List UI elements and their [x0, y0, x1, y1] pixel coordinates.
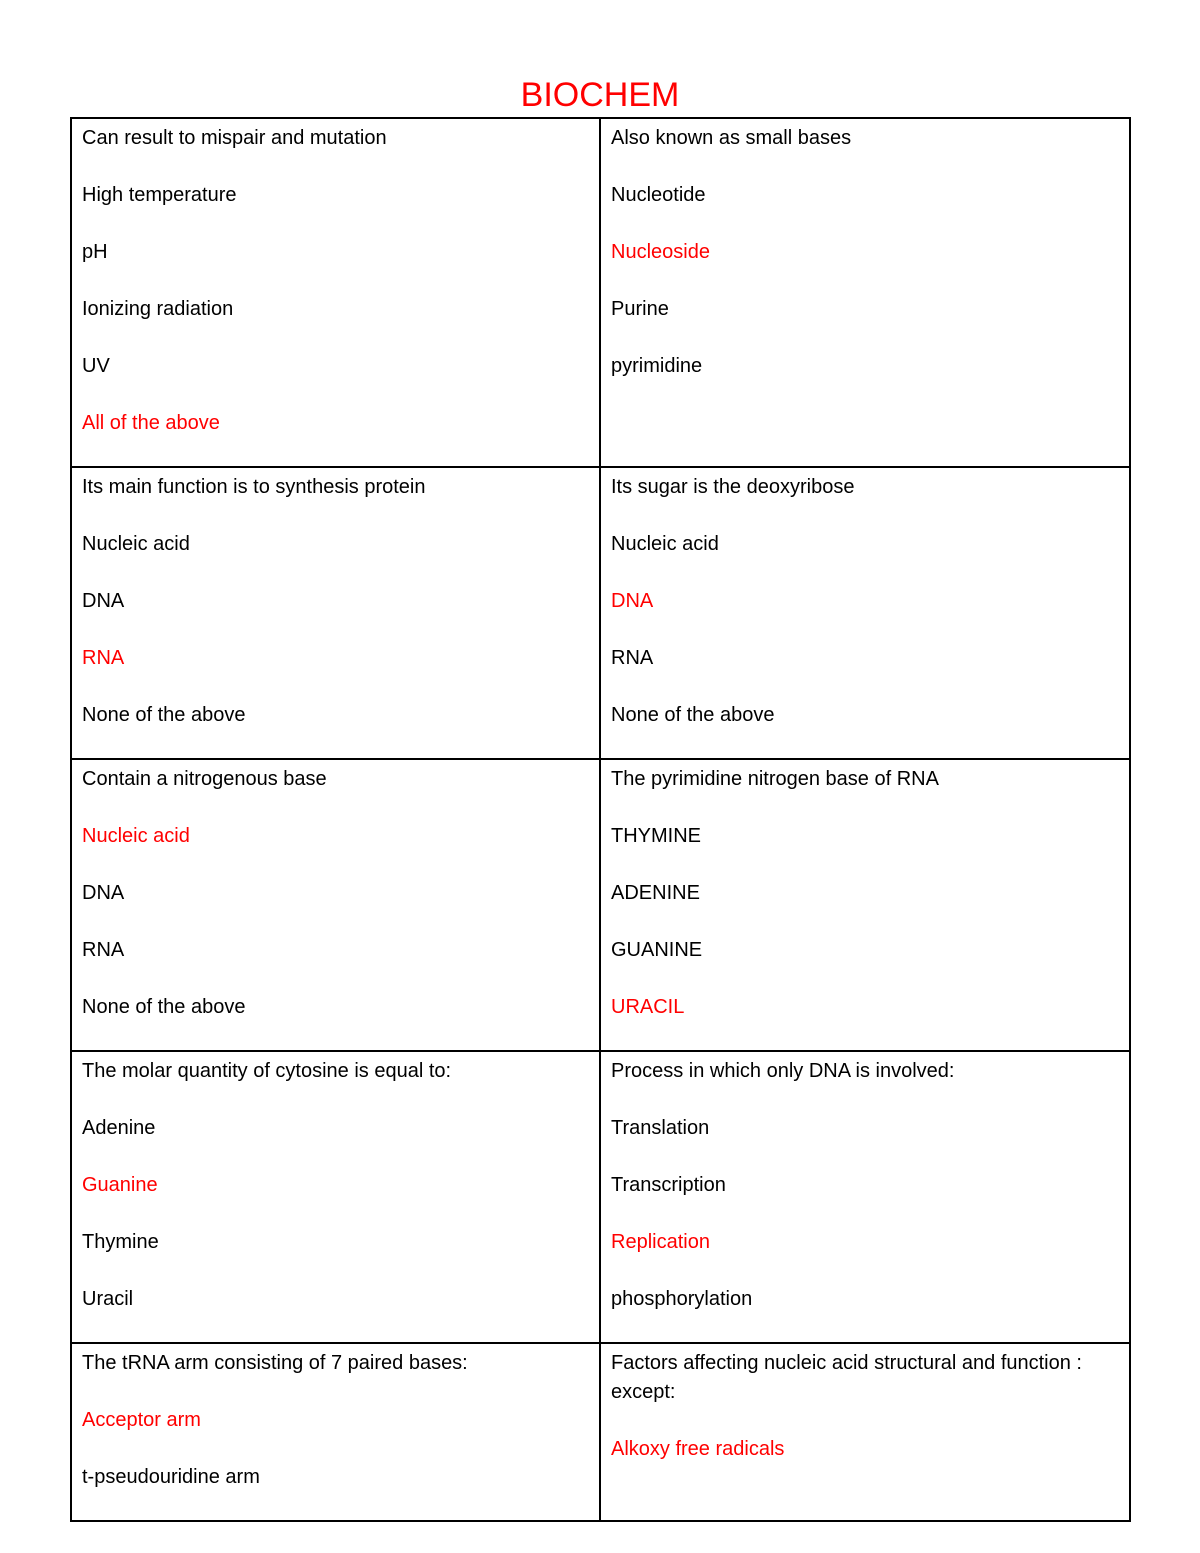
table-row [71, 467, 1130, 759]
option-text: UV [82, 355, 110, 377]
question-text: The tRNA arm consisting of 7 paired bases: [82, 1352, 468, 1374]
question-text: Factors affecting nucleic acid structural and function : except: [611, 1352, 1082, 1403]
option-text: pyrimidine [611, 355, 703, 377]
question-cell [600, 467, 1130, 759]
option-text: None of the above [82, 704, 246, 726]
option-text: None of the above [82, 996, 246, 1018]
question-text: The pyrimidine nitrogen base of RNA [611, 768, 939, 790]
answer-option: Acceptor arm [82, 1409, 201, 1431]
question-text: Its main function is to synthesis protein [82, 476, 426, 498]
option-text: Purine [611, 298, 669, 320]
question-cell [600, 1343, 1130, 1521]
option-text: Thymine [82, 1231, 159, 1253]
option-text: RNA [82, 939, 125, 961]
option-text: Uracil [82, 1288, 134, 1310]
option-text: t-pseudouridine arm [82, 1466, 260, 1488]
question-cell [71, 759, 600, 1051]
table-row [71, 759, 1130, 1051]
option-text: Nucleotide [611, 184, 706, 206]
table-row [71, 1051, 1130, 1343]
question-cell [600, 759, 1130, 1051]
option-text: DNA [82, 882, 125, 904]
option-text: Nucleic acid [611, 533, 719, 555]
option-text: Translation [611, 1117, 710, 1139]
question-text: Can result to mispair and mutation [82, 127, 387, 149]
document-title: BIOCHEM [520, 76, 680, 114]
option-text: RNA [611, 647, 654, 669]
option-text: phosphorylation [611, 1288, 753, 1310]
question-text: The molar quantity of cytosine is equal to: [82, 1060, 452, 1082]
answer-option: All of the above [82, 412, 220, 434]
answer-option: Nucleoside [611, 241, 710, 263]
option-text: Transcription [611, 1174, 726, 1196]
question-cell [71, 118, 600, 467]
table-row [71, 118, 1130, 467]
option-text: ADENINE [611, 882, 700, 904]
answer-option: DNA [611, 590, 654, 612]
option-text: pH [82, 241, 108, 263]
question-text: Contain a nitrogenous base [82, 768, 327, 790]
question-text: Process in which only DNA is involved: [611, 1060, 955, 1082]
answer-option: URACIL [611, 996, 685, 1018]
option-text: High temperature [82, 184, 237, 206]
question-table [70, 117, 1131, 1522]
answer-option: Guanine [82, 1174, 158, 1196]
question-cell [71, 467, 600, 759]
option-text: None of the above [611, 704, 775, 726]
answer-option: Alkoxy free radicals [611, 1438, 785, 1460]
option-text: DNA [82, 590, 125, 612]
table-row [71, 1343, 1130, 1521]
question-cell [600, 118, 1130, 467]
option-text: Nucleic acid [82, 533, 190, 555]
answer-option: RNA [82, 647, 125, 669]
question-text: Also known as small bases [611, 127, 852, 149]
option-text: Ionizing radiation [82, 298, 234, 320]
question-cell [71, 1343, 600, 1521]
question-text: Its sugar is the deoxyribose [611, 476, 855, 498]
option-text: Adenine [82, 1117, 156, 1139]
option-text: THYMINE [611, 825, 701, 847]
answer-option: Nucleic acid [82, 825, 190, 847]
answer-option: Replication [611, 1231, 710, 1253]
option-text: GUANINE [611, 939, 703, 961]
question-cell [600, 1051, 1130, 1343]
question-cell [71, 1051, 600, 1343]
